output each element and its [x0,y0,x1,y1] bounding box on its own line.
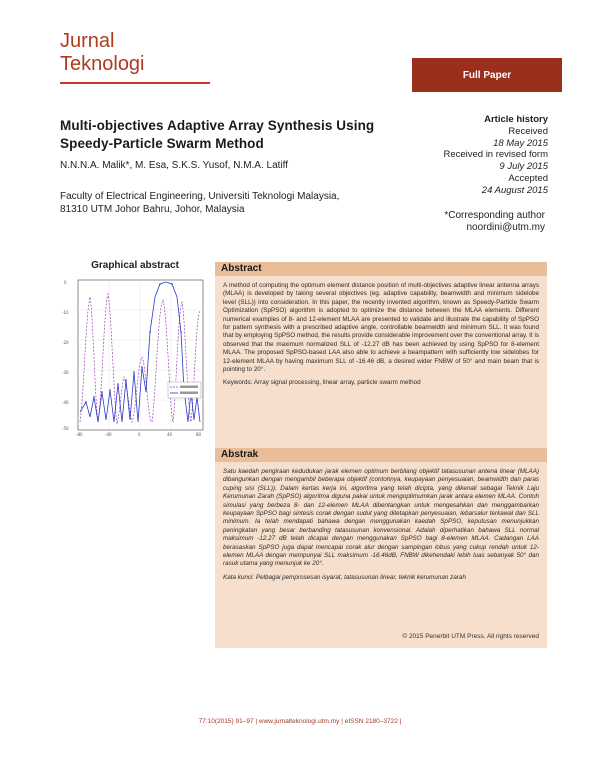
svg-text:-10: -10 [62,310,69,315]
affiliation-line2: 81310 UTM Johor Bahru, Johor, Malaysia [60,204,245,215]
journal-name-line1: Jurnal [60,30,115,52]
abstrak-keywords [223,574,539,582]
abstrak-body [215,462,547,582]
svg-text:-20: -20 [62,340,69,345]
copyright-notice: © 2015 Penerbit UTM Press. All rights reserved [402,633,539,640]
graphical-abstract-title: Graphical abstract [91,260,179,271]
svg-text:0: 0 [64,280,67,285]
paper-title-line2: Speedy-Particle Swarm Method [60,136,264,151]
graphical-abstract-plot [60,272,210,448]
corresponding-author [400,210,545,234]
full-paper-badge: Full Paper [412,58,562,92]
page-footer: 77:10(2015) 91–97 | www.jurnalteknologi.utm.my | eISSN 2180–3722 | [198,718,402,725]
journal-logo [60,30,210,84]
article-history [418,114,548,197]
corresponding-email[interactable]: noordini@utm.my [466,222,545,233]
paper-title [60,117,410,153]
received-date: 18 May 2015 [493,137,548,149]
abstract-box [215,262,547,470]
svg-text:-80: -80 [76,432,83,437]
abstract-text: A method of computing the optimum element distance position of multi-objectives adaptive linear antenna arrays (MLAA) is developed by taking several objectives (eg. adaptive capability, beamwidth and minimum sidelobe level (SLL)) into consideration. In this paper, the recently invented algorithm, known as Speedy-Particle Swarm Optimization (SpPSO) algorithm is adopted to optimize the distance between the MLAA elements. Different numerical examples of 8- and 12-element MLAA are presented to validate and illustrate the capability of SpPSO for pattern synthesis with a prescribed adaptive angle, controllable beamwidth and minimum SLL. It was found that by employing SpPSO method, the results provide considerable improvement over the conventional array. It is observed that the maximum normalized SLL of -12.27 dB has been achieved by using SpPSO for 8-element MLAA. The proposed SpPSO-based LAA also able to achieve a beampattern with sufficiently low sidelobes for 12-element MLAA by having maximum SLL of -16.46 dB, a desired wider FNBW of 50° and main beam that is pointing to 20°. [223,282,539,374]
corresponding-label: *Corresponding author [444,210,545,221]
history-heading: Article history [484,114,548,125]
revised-date: 9 July 2015 [499,161,548,173]
abstract-heading: Abstract [215,262,547,276]
abstrak-heading: Abstrak [215,448,547,462]
svg-text:-50: -50 [62,426,69,431]
affiliation-line1: Faculty of Electrical Engineering, Universiti Teknologi Malaysia, [60,191,340,202]
abstrak-text: Satu kaedah pengiraan kedudukan jarak elemen optimum berbilang objektif tatasusunan antena linear (MLAA) dibangunkan dengan mengambil beberapa objektif (contohnya, keupayaan penyesuaian, beamwidth dan paras cuping sisi (SLL)). Dalam kertas kerja ini, algoritma yang telah dicipta, yang dikenali sebagai Teknik Laju Kerumunan Zarah (SpPSO) algoritma diguna pakai untuk mengoptimumkan jarak antara elemen MLAA. Contoh simulasi yang berbeza 8- dan 12-elemen MLAA dibentangkan untuk mengesahkan dan menggambarkan keupayaan SpPSO bagi sintesis corak dengan sudut yang ditetapkan penyesuaian, lebarsalur terkawal dan SLL minimum. Ia telah mendapati bahawa dengan menggunakan kaedah SpPSO, keputusan menunjukkan peningkatan yang besar berbanding tatasusunan konvensional. Adalah diperhatikan bahawa SLL normal maksimum -12.27 dB telah dicapai dengan menggunakan SpPSO bagi 8-elemen MLAA. Cadangan LAA berasaskan SpPSO juga dapat mencapai corak alur dengan sampingan lobus yang cukup rendah untuk 12-elemen MLAA dengan mempunyai SLL maksimum -16.46dB, FNBW dikehendaki lebih luas sebanyak 50° dan rasuk utama yang menunjuk ke 20°. [223,468,539,568]
abstrak-box [215,448,547,648]
svg-text:0: 0 [138,432,141,437]
svg-text:-30: -30 [62,370,69,375]
svg-text:80: 80 [196,432,202,437]
abstract-body [215,276,547,388]
accepted-date: 24 August 2015 [481,184,548,196]
received-label: Received [508,125,548,137]
svg-text:-40: -40 [62,400,69,405]
accepted-label: Accepted [508,172,548,184]
abstrak-keywords-label: Kata kunci: [223,573,255,581]
affiliation [60,190,410,216]
author-list: N.N.N.A. Malik*, M. Esa, S.K.S. Yusof, N.M.A. Latiff [60,160,289,171]
abstrak-keywords-text: Pelbagai pemprosesan isyarat, tatasusunan linear, teknik kerumunan zarah [254,573,466,581]
revised-label: Received in revised form [443,149,548,161]
svg-text:40: 40 [167,432,173,437]
journal-name-line2: Teknologi [60,53,145,75]
paper-title-line1: Multi-objectives Adaptive Array Synthesis Using [60,118,375,133]
svg-text:-40: -40 [105,432,112,437]
abstract-keywords: Keywords: Array signal processing, linear array, particle swarm method [223,379,421,387]
